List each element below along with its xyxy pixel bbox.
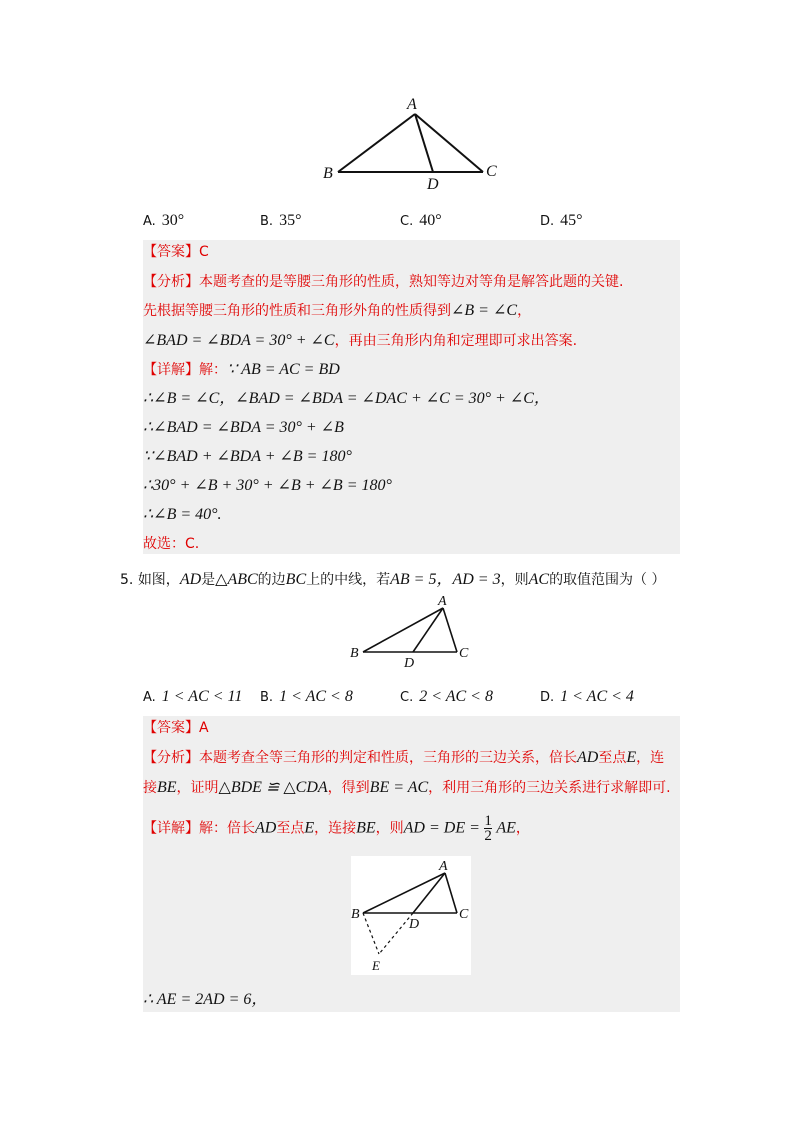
analysis-text: ，再由三角形内角和定理即可求出答案. — [334, 333, 578, 349]
stem-math: △ABC — [215, 571, 258, 588]
stem-math: BC — [285, 571, 307, 588]
answer-tag: 【答案】 — [143, 720, 199, 736]
q4-analysis-line-2 — [143, 301, 531, 321]
option-label: A. — [143, 214, 156, 229]
q4-option-c[interactable] — [400, 212, 442, 230]
analysis-tag: 【分析】 — [143, 750, 199, 766]
option-label: C. — [400, 214, 414, 229]
stem-text: 的取值范围为（ ） — [549, 572, 666, 588]
fig1-label-c: C — [486, 163, 497, 180]
fig3-label-c: C — [459, 907, 469, 922]
analysis-text: ，得到 — [327, 780, 370, 796]
detail-tag: 【详解】 — [143, 362, 199, 378]
stem-math: AB = 5，AD = 3 — [390, 571, 501, 588]
analysis-text: 接 — [143, 780, 157, 796]
option-value: 1 < AC < 11 — [161, 688, 243, 705]
step-math: ∵∠BAD + ∠BDA + ∠B = 180° — [143, 448, 352, 465]
q4-detail-line — [143, 360, 340, 380]
analysis-text: 先根据等腰三角形的性质和三角形外角的性质得到 — [143, 303, 451, 319]
step-math: ∴∠B = ∠C，∠BAD = ∠BDA = ∠DAC + ∠C = 30° + ∠C， — [143, 390, 550, 407]
q4-analysis-line-3 — [143, 331, 577, 351]
q4-option-b[interactable] — [260, 212, 301, 230]
option-value: 30° — [161, 212, 185, 229]
stem-text: ，则 — [500, 572, 529, 588]
fig2-label-b: B — [350, 646, 359, 661]
q5-number: 5. — [120, 572, 134, 588]
q4-step-4 — [143, 447, 352, 467]
analysis-text: 本题考查全等三角形的判定和性质，三角形的三边关系，倍长 — [199, 750, 577, 766]
q5-analysis-line-1 — [143, 748, 664, 768]
q4-option-d[interactable] — [540, 212, 583, 230]
step-math: ∴30° + ∠B + 30° + ∠B + ∠B = 180° — [143, 477, 392, 494]
q5-detail-line — [143, 814, 530, 843]
option-value: 1 < AC < 4 — [560, 688, 634, 705]
detail-text: ，连接 — [314, 820, 357, 837]
analysis-text: ，连 — [636, 750, 665, 766]
q4-step-3 — [143, 418, 344, 438]
step-math: ∴∠BAD = ∠BDA = 30° + ∠B — [143, 419, 344, 436]
option-value: 1 < AC < 8 — [279, 688, 353, 705]
analysis-math: E — [626, 749, 637, 766]
fig1-label-d: D — [427, 176, 439, 192]
fraction-numerator: 1 — [484, 813, 492, 829]
figure-triangle-abc-extended — [351, 856, 471, 975]
answer-value: A — [199, 720, 209, 736]
detail-math: AD = DE = — [403, 819, 480, 837]
q4-option-a[interactable] — [143, 212, 184, 230]
step-math: ∴∠B = 40°. — [143, 506, 222, 523]
detail-text: ， — [515, 820, 530, 837]
figure-triangle-abc-1 — [315, 92, 505, 192]
detail-text: ，则 — [375, 820, 404, 837]
option-label: D. — [540, 690, 555, 705]
q4-answer-line — [143, 242, 209, 262]
analysis-text: 至点 — [598, 750, 627, 766]
q5-option-c[interactable] — [400, 688, 493, 706]
stem-text: 是 — [201, 572, 216, 588]
analysis-punct: ， — [517, 303, 532, 319]
analysis-math: BE = AC — [369, 779, 429, 796]
detail-math: AE — [496, 819, 516, 837]
option-value: 45° — [560, 212, 583, 229]
stem-text: 如图， — [137, 572, 180, 588]
stem-math: AC — [528, 571, 550, 588]
option-label: C. — [400, 690, 414, 705]
detail-math: BE — [356, 819, 376, 837]
option-label: B. — [260, 214, 274, 229]
detail-text: 至点 — [276, 820, 305, 837]
detail-intro: 解： — [199, 362, 227, 378]
q5-last-line — [143, 990, 267, 1010]
option-value: 2 < AC < 8 — [419, 688, 493, 705]
fig1-label-a: A — [407, 96, 417, 113]
option-value: 35° — [279, 212, 302, 229]
option-label: A. — [143, 690, 156, 705]
fig1-label-b: B — [323, 165, 333, 182]
choice-text: 故选：C. — [143, 536, 200, 552]
stem-math: AD — [179, 571, 202, 588]
fig3-label-a: A — [439, 859, 448, 874]
analysis-text: 本题考查的是等腰三角形的性质，熟知等边对等角是解答此题的关键. — [199, 274, 624, 290]
analysis-math: ∠BAD = ∠BDA = 30° + ∠C — [143, 332, 335, 349]
q5-option-b[interactable] — [260, 688, 353, 706]
option-label: B. — [260, 690, 274, 705]
option-value: 40° — [419, 212, 442, 229]
fig3-label-b: B — [351, 907, 360, 922]
analysis-text: ，利用三角形的三边关系进行求解即可. — [428, 780, 671, 796]
fraction-one-half — [484, 814, 492, 843]
fraction-denominator: 2 — [484, 828, 492, 844]
fig3-label-e: E — [372, 958, 380, 973]
step-math: ∴ AE = 2AD = 6， — [143, 991, 268, 1008]
figure-triangle-abc-2 — [345, 592, 480, 672]
q5-stem — [120, 566, 666, 589]
analysis-tag: 【分析】 — [143, 274, 199, 290]
fig3-label-d: D — [409, 917, 420, 932]
fig2-label-c: C — [459, 646, 469, 661]
q4-step-5 — [143, 476, 392, 496]
fig2-label-d: D — [404, 656, 415, 671]
q4-step-2 — [143, 389, 550, 409]
detail-text: 解：倍长 — [199, 820, 255, 837]
fig2-label-a: A — [438, 594, 447, 609]
q4-step-6 — [143, 505, 222, 525]
q5-option-d[interactable] — [540, 688, 634, 706]
answer-value: C — [199, 244, 209, 260]
detail-math: ∵ AB = AC = BD — [227, 361, 340, 378]
answer-tag: 【答案】 — [143, 244, 199, 260]
option-label: D. — [540, 214, 555, 229]
q4-analysis-line-1 — [143, 272, 623, 292]
analysis-math: BE — [157, 779, 177, 796]
stem-text: 上的中线，若 — [306, 572, 391, 588]
analysis-math: ∠B = ∠C — [451, 302, 518, 319]
q5-analysis-line-2 — [143, 778, 671, 798]
analysis-math: AD — [577, 749, 599, 766]
q5-option-a[interactable] — [143, 688, 242, 706]
analysis-math: △BDE ≌ △CDA — [218, 779, 328, 796]
detail-tag: 【详解】 — [143, 820, 199, 837]
detail-math: AD — [255, 819, 277, 837]
analysis-text: ，证明 — [176, 780, 219, 796]
q5-answer-line — [143, 718, 209, 738]
stem-text: 的边 — [257, 572, 286, 588]
q4-choice-line — [143, 534, 199, 554]
detail-math: E — [304, 819, 315, 837]
